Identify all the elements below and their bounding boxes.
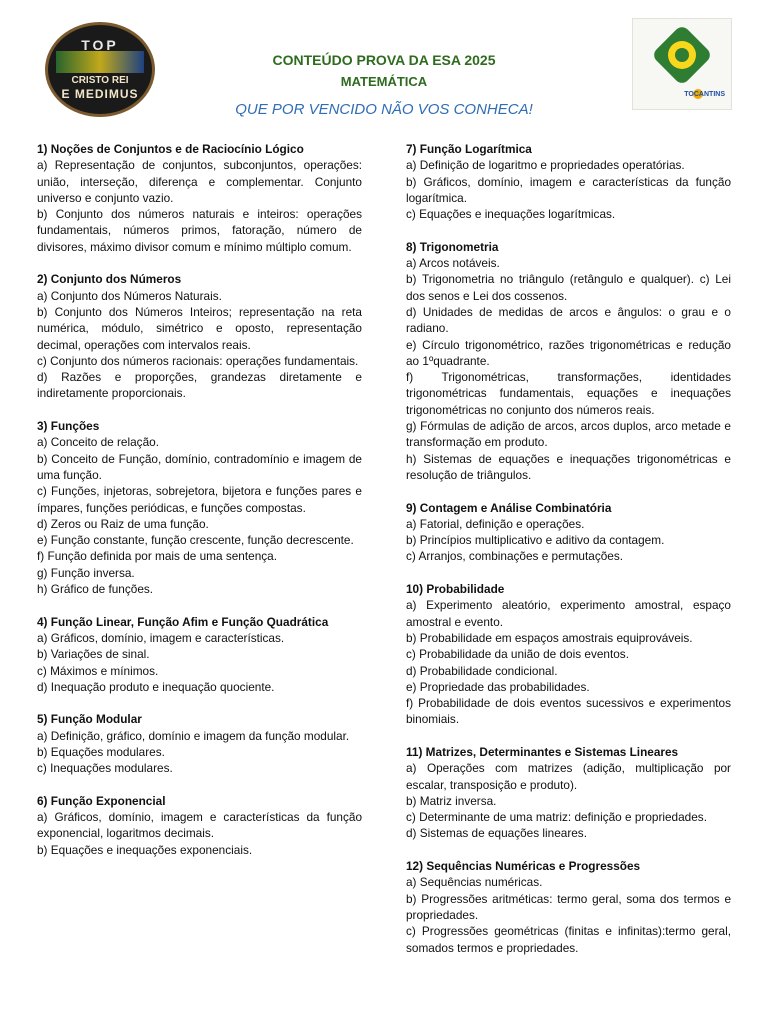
section-item: a) Sequências numéricas. [406, 875, 543, 890]
section-item: e) Função constante, função crescente, função decrescente. [37, 533, 354, 548]
section-item: e) Propriedade das probabilidades. [406, 679, 590, 694]
section-item: b) Matriz inversa. [406, 793, 497, 808]
section-item: a) Experimento aleatório, experimento amostral, espaço amostral e evento. [406, 598, 731, 629]
document-header [0, 0, 768, 135]
content-section [406, 239, 731, 483]
section-item: h) Gráfico de funções. [37, 582, 154, 597]
content-section [406, 500, 731, 565]
section-item: c) Probabilidade da união de dois eventos. [406, 647, 629, 662]
section-item: d) Razões e proporções, grandezas diretamente e indiretamente proporcionais. [37, 370, 362, 401]
section-item: c) Arranjos, combinações e permutações. [406, 549, 624, 564]
section-item: a) Definição, gráfico, domínio e imagem da função modular. [37, 728, 350, 743]
section-item: f) Trigonométricas, transformações, identidades trigonométricas fundamentais, equações e inequações trigonométricas no conjunto dos números reais. [406, 370, 731, 417]
section-item: a) Operações com matrizes (adição, multiplicação por escalar, transposição e produto). [406, 761, 731, 792]
page-subtitle: MATEMÁTICA [340, 74, 428, 89]
content-section [37, 614, 362, 695]
flag-emblem [56, 51, 144, 73]
section-item: c) Determinante de uma matriz: definição e propriedades. [406, 810, 707, 825]
section-item: e) Círculo trigonométrico, razões trigonométricas e redução ao 1ºquadrante. [406, 337, 731, 368]
section-item: a) Arcos notáveis. [406, 256, 500, 271]
section-item: d) Inequação produto e inequação quociente. [37, 679, 275, 694]
section-title: 7) Função Logarítmica [406, 142, 532, 156]
section-item: b) Probabilidade em espaços amostrais equiprováveis. [406, 630, 693, 645]
section-title: 8) Trigonometria [406, 239, 499, 254]
content-section [406, 744, 731, 842]
section-item: c) Máximos e mínimos. [37, 663, 159, 678]
section-item: a) Gráficos, domínio, imagem e características. [37, 630, 285, 645]
section-title: 6) Função Exponencial [37, 793, 166, 808]
section-item: c) Conjunto dos números racionais: operações fundamentais. [37, 353, 359, 368]
section-title: 11) Matrizes, Determinantes e Sistemas Lineares [406, 744, 679, 759]
section-item: f) Função definida por mais de uma sentença. [37, 549, 278, 564]
section-item: a) Gráficos, domínio, imagem e características da função exponencial, logaritmos decimais. [37, 810, 362, 841]
section-title: 3) Funções [37, 419, 100, 434]
section-item: d) Probabilidade condicional. [406, 663, 558, 678]
section-item: f) Probabilidade de dois eventos sucessivos e experimentos binomiais. [406, 696, 731, 727]
seal-core [675, 48, 689, 62]
content-section [406, 141, 731, 222]
section-item: b) Trigonometria no triângulo (retângulo e qualquer). c) Lei dos senos e Lei dos cossenos. [406, 272, 731, 303]
content-section [406, 581, 731, 728]
section-title: 12) Sequências Numéricas e Progressões [406, 859, 641, 874]
section-item: c) Inequações modulares. [37, 761, 173, 776]
section-item: b) Equações e inequações exponenciais. [37, 842, 253, 857]
right-column [406, 141, 731, 972]
section-item: a) Fatorial, definição e operações. [406, 516, 585, 531]
section-item: a) Conceito de relação. [37, 435, 159, 450]
tocantins-label: TOCANTINS [684, 91, 725, 98]
section-item: c) Progressões geométricas (finitas e infinitas):termo geral, somados termos e propriedades. [406, 924, 731, 955]
section-item: c) Equações e inequações logarítmicas. [406, 207, 616, 222]
state-seal-logo [632, 18, 732, 110]
section-title: 1) Noções de Conjuntos e de Raciocínio Lógico [37, 142, 304, 156]
section-item: h) Sistemas de equações e inequações trigonométricas e resolução de triângulos. [406, 451, 731, 482]
section-item: g) Função inversa. [37, 565, 135, 580]
section-item: c) Funções, injetoras, sobrejetora, bijetora e funções pares e ímpares, funções periódicas, e funções compostas. [37, 484, 362, 515]
section-item: b) Conceito de Função, domínio, contradomínio e imagem de uma função. [37, 451, 362, 482]
content-section [37, 711, 362, 776]
content-section [37, 793, 362, 858]
section-item: d) Zeros ou Raiz de uma função. [37, 516, 209, 531]
section-item: d) Unidades de medidas de arcos e ângulos: o grau e o radiano. [406, 304, 731, 336]
section-item: b) Conjunto dos números naturais e inteiros: operações fundamentais, números primos, fatoração, número de divisores, máximo divisor comum e mínimo múltiplo comum. [37, 207, 362, 254]
section-item: b) Variações de sinal. [37, 647, 150, 662]
school-logo [45, 22, 155, 117]
content-section [37, 141, 362, 255]
logo-text-cristo-rei: CRISTO REI [71, 75, 129, 86]
section-title: 9) Contagem e Análise Combinatória [406, 500, 612, 515]
section-item: b) Progressões aritméticas: termo geral, soma dos termos e propriedades. [406, 891, 731, 922]
section-item: a) Definição de logaritmo e propriedades operatórias. [406, 158, 685, 173]
content-section [406, 858, 731, 956]
logo-text-top: TOP [81, 37, 119, 53]
motto: QUE POR VENCIDO NÃO VOS CONHECA! [235, 101, 533, 118]
section-item: d) Sistemas de equações lineares. [406, 826, 587, 841]
section-item: g) Fórmulas de adição de arcos, arcos duplos, arco metade e transformação em produto. [406, 419, 731, 450]
content-section [37, 418, 362, 597]
section-title: 4) Função Linear, Função Afim e Função Quadrática [37, 614, 329, 629]
section-title: 5) Função Modular [37, 712, 142, 727]
left-column [37, 141, 362, 874]
logo-text-e-medimus: E MEDIMUS [61, 87, 139, 101]
section-item: b) Gráficos, domínio, imagem e características da função logarítmica. [406, 174, 731, 205]
section-title: 10) Probabilidade [406, 582, 505, 597]
section-item: b) Conjunto dos Números Inteiros; representação na reta numérica, módulo, simétrico e oposto, representação decimal, operações com intervalos reais. [37, 304, 362, 352]
section-item: b) Princípios multiplicativo e aditivo da contagem. [406, 533, 665, 548]
section-item: b) Equações modulares. [37, 744, 165, 759]
section-item: a) Conjunto dos Números Naturais. [37, 288, 222, 303]
page-title: CONTEÚDO PROVA DA ESA 2025 [272, 52, 496, 68]
content-section [37, 271, 362, 401]
section-title: 2) Conjunto dos Números [37, 272, 182, 287]
section-item: a) Representação de conjuntos, subconjuntos, operações: união, interseção, diferença e complementar. Conjunto universo e conjunto vazio. [37, 158, 362, 205]
